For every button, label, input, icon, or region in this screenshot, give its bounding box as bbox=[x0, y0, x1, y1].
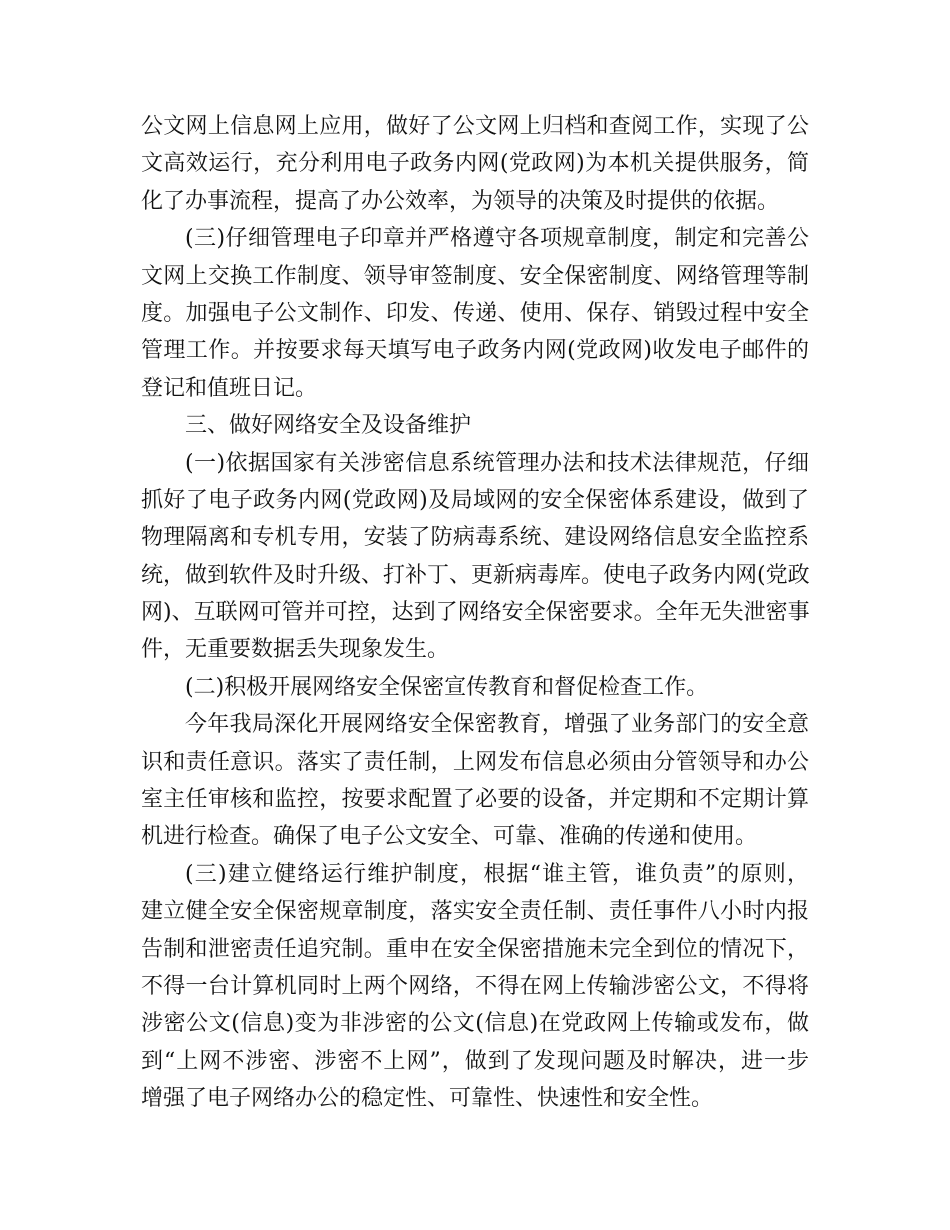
subsection-heading: (二)积极开展网络安全保密宣传教育和督促检查工作。 bbox=[185, 674, 709, 700]
text-line: 物理隔离和专机专用，安装了防病毒系统、建设网络信息安全监控系 bbox=[141, 525, 809, 551]
text-line: 不得一台计算机同时上两个网络，不得在网上传输涉密公文，不得将 bbox=[141, 973, 809, 999]
text-line: 抓好了电子政务内网(党政网)及局域网的安全保密体系建设，做到了 bbox=[141, 487, 809, 513]
paragraph-start-line: (一)依据国家有关涉密信息系统管理办法和技术法律规范，仔细 bbox=[185, 450, 809, 476]
text-line: 告制和泄密责任追究制。重申在安全保密措施未完全到位的情况下， bbox=[141, 936, 809, 962]
text-line: 统，做到软件及时升级、打补丁、更新病毒库。使电子政务内网(党政 bbox=[141, 562, 810, 588]
paragraph-start-line: (三)建立健络运行维护制度，根据“谁主管，谁负责”的原则， bbox=[185, 861, 809, 887]
text-line: 机进行检查。确保了电子公文安全、可靠、准确的传递和使用。 bbox=[141, 824, 758, 850]
text-line: 度。加强电子公文制作、印发、传递、使用、保存、销毁过程中安全 bbox=[141, 300, 809, 326]
text-line: 室主任审核和监控，按要求配置了必要的设备，并定期和不定期计算 bbox=[141, 787, 809, 813]
text-line: 识和责任意识。落实了责任制，上网发布信息必须由分管领导和办公 bbox=[141, 749, 809, 775]
paragraph-start-line: (三)仔细管理电子印章并严格遵守各项规章制度，制定和完善公 bbox=[185, 226, 809, 252]
text-line: 公文网上信息网上应用，做好了公文网上归档和查阅工作，实现了公 bbox=[141, 114, 809, 139]
text-line: 件，无重要数据丢失现象发生。 bbox=[141, 637, 450, 663]
document-body bbox=[141, 108, 809, 1118]
section-heading: 三、做好网络安全及设备维护 bbox=[185, 413, 472, 439]
text-line: 化了办事流程，提高了办公效率，为领导的决策及时提供的依据。 bbox=[141, 188, 780, 214]
text-line: 文高效运行，充分利用电子政务内网(党政网)为本机关提供服务，简 bbox=[141, 151, 809, 177]
text-line: 网)、互联网可管并可控，达到了网络安全保密要求。全年无失泄密事 bbox=[141, 600, 810, 626]
text-line: 到“上网不涉密、涉密不上网”，做到了发现问题及时解决，进一步 bbox=[141, 1048, 809, 1074]
paragraph-start-line: 今年我局深化开展网络安全保密教育，增强了业务部门的安全意 bbox=[185, 712, 809, 738]
text-line: 登记和值班日记。 bbox=[141, 375, 318, 401]
text-line: 涉密公文(信息)变为非涉密的公文(信息)在党政网上传输或发布，做 bbox=[141, 1011, 809, 1037]
text-line: 建立健全安全保密规章制度，落实安全责任制、责任事件八小时内报 bbox=[141, 899, 809, 925]
text-line: 增强了电子网络办公的稳定性、可靠性、快速性和安全性。 bbox=[141, 1086, 714, 1112]
text-line: 管理工作。并按要求每天填写电子政务内网(党政网)收发电子邮件的 bbox=[141, 338, 809, 364]
text-line: 文网上交换工作制度、领导审签制度、安全保密制度、网络管理等制 bbox=[141, 263, 809, 289]
